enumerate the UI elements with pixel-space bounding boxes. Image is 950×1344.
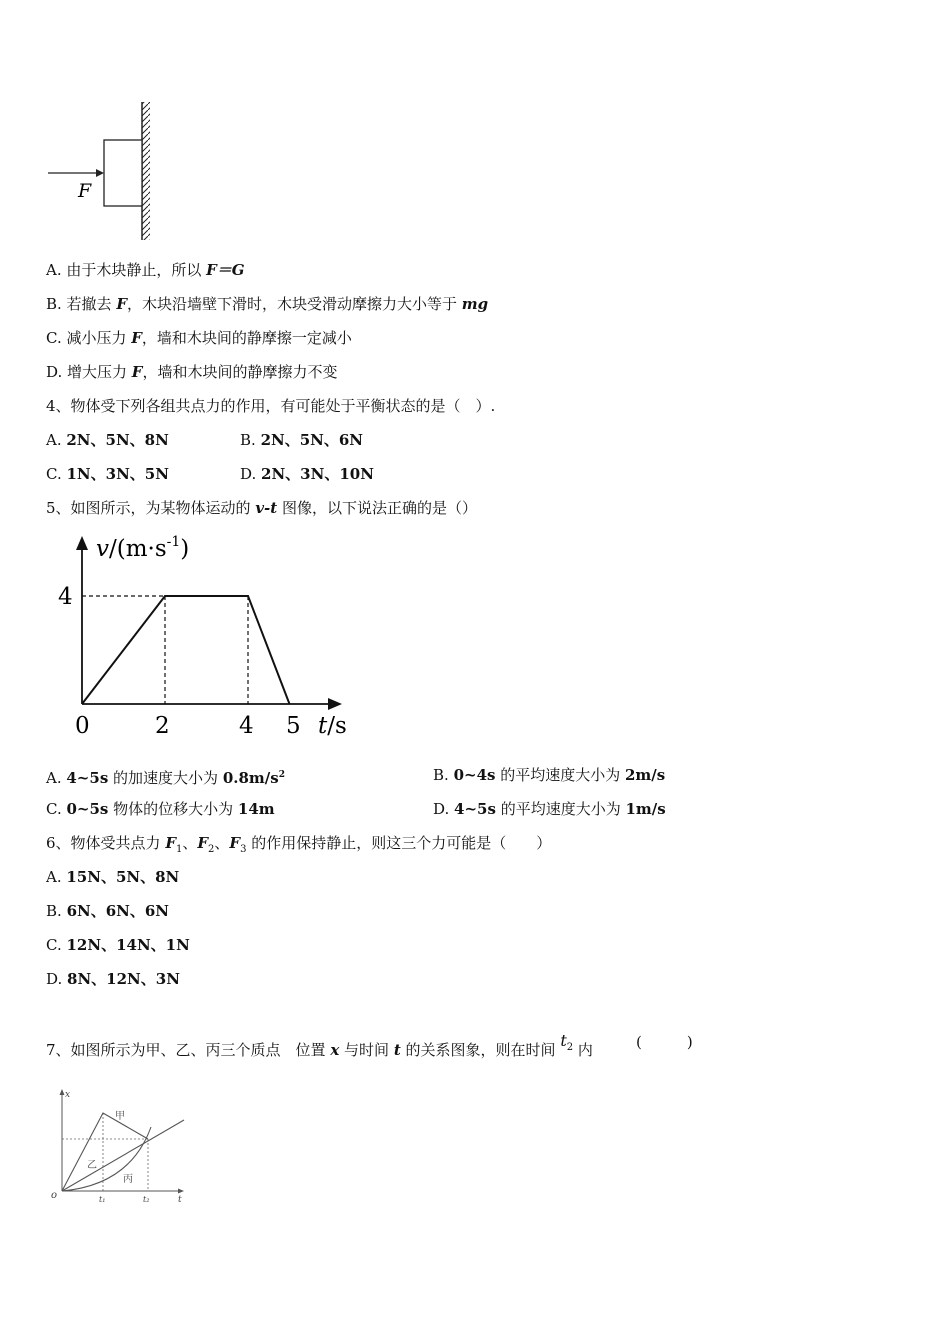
q5-c-val: 0~5s [66,800,109,818]
q6-stem [46,833,551,860]
xt-jia-label: 甲 [115,1111,125,1122]
vt-x-tick-2: 2 [155,713,170,739]
q6-sep-1: 、 [182,834,198,852]
q7-t2: t [560,1031,567,1050]
q5-stem-suffix: 图像，以下说法正确的是（） [277,499,477,517]
xt-origin: o [51,1190,58,1201]
vt-x-tick-0: 0 [75,713,90,739]
q7-var-t: t [393,1041,401,1059]
force-label: F [78,180,92,202]
q3-a-text: A. 由于木块静止，所以 [46,261,207,279]
vt-y-tick-4: 4 [58,584,73,610]
q5-option-c[interactable] [46,799,275,819]
q4-a-letter: A. [46,431,67,449]
q5-d-letter: D. [433,800,455,818]
q6-option-d[interactable] [46,969,180,989]
q3-option-c[interactable] [46,328,352,348]
q3-c-text: C. 减小压力 [46,329,132,347]
vt-x-tick-4: 4 [239,713,254,739]
xt-y-arrowhead [60,1089,65,1095]
q7-stem-c: 的关系图象，则在时间 [400,1041,561,1059]
q7-stem-b: 与时间 [339,1041,394,1059]
q4-option-d[interactable] [240,464,374,484]
q4-option-c[interactable] [46,464,169,484]
q5-option-b[interactable] [433,765,665,785]
q3-d-var: F [131,363,143,381]
q7-stem-d: 内 [573,1041,593,1059]
q4-c-letter: C. [46,465,67,483]
xt-chart [40,1085,190,1205]
q5-c-num: 14m [237,800,275,818]
q7-paren: ( ) [636,1033,693,1051]
vt-y-label-var: v [96,536,109,562]
vt-x-label [318,713,347,739]
q3-c-rest: ，墙和木块间的静摩擦一定减小 [141,329,352,347]
q6-b-val: 6N、6N、6N [66,902,170,920]
xt-y-axis-label: x [65,1090,71,1100]
q6-stem-prefix: 6、物体受共点力 [46,834,166,852]
q5-b-letter: B. [433,766,454,784]
vt-x-label-var: t [318,713,328,739]
q5-d-val: 4~5s [454,800,496,818]
q3-b-text: B. 若撤去 [46,295,117,313]
q4-b-val: 2N、5N、6N [260,431,364,449]
q5-c-rest: 物体的位移大小为 [108,800,238,818]
q5-b-val: 0~4s [453,766,496,784]
wooden-block [104,140,142,206]
q3-b-mid: ，木块沿墙壁下滑时，木块受滑动摩擦力大小等于 [126,295,462,313]
q4-stem: 4、物体受下列各组共点力的作用，有可能处于平衡状态的是（ ）. [46,397,496,415]
q6-c-val: 12N、14N、1N [66,936,190,954]
vt-y-label [96,534,189,562]
q5-a-letter: A. [46,769,67,787]
xt-x-arrowhead [178,1189,184,1194]
xt-bing-label: 丙 [123,1174,133,1185]
q6-f1-sub: 1 [175,844,183,855]
xt-t2-label: t₂ [143,1195,150,1204]
q5-b-rest: 的平均速度大小为 [495,766,625,784]
xt-yi-label: 乙 [87,1160,97,1171]
q6-d-val: 8N、12N、3N [67,970,180,988]
q7-t2-sub: 2 [566,1042,574,1053]
vt-x-arrowhead [328,698,342,710]
q6-a-letter: A. [46,868,67,886]
q6-f2: F [197,834,209,852]
q6-f2-sub: 2 [208,844,215,855]
q5-a-num: 0.8m/s [222,769,279,787]
q3-b-mg: mg [461,295,489,313]
q6-b-letter: B. [46,902,67,920]
force-arrowhead [96,169,104,177]
q5-option-a[interactable] [46,765,285,788]
q7-stem [46,1031,593,1067]
q3-option-b[interactable] [46,294,488,314]
q3-c-var: F [131,329,142,347]
q5-stem [46,498,477,518]
q3-option-d[interactable] [46,362,337,382]
vt-series-line [82,596,290,704]
q6-stem-suffix: 的作用保持静止，则这三个力可能是（ ） [246,834,552,852]
q5-d-rest: 的平均速度大小为 [495,800,626,818]
vt-y-label-close: ) [180,536,190,562]
q6-sep-2: 、 [214,834,230,852]
q6-d-letter: D. [46,970,68,988]
q5-option-d[interactable] [433,799,666,819]
vt-chart [40,530,370,745]
vt-x-label-unit: /s [327,713,347,739]
q7-var-x: x [330,1041,340,1059]
wall-block-figure [40,98,170,243]
q5-d-num: 1m/s [625,800,666,818]
q6-option-c[interactable] [46,935,190,955]
q4-d-letter: D. [240,465,262,483]
vt-y-label-sup: -1 [166,534,181,550]
q5-b-num: 2m/s [625,766,666,784]
wall-hatching [142,102,150,240]
vt-y-label-unit: /(m·s [109,536,167,562]
q6-f3: F [229,834,241,852]
q5-a-val: 4~5s [66,769,109,787]
q4-c-val: 1N、3N、5N [66,465,169,483]
q7-stem-a: 7、如图所示为甲、乙、丙三个质点 位置 [46,1041,331,1059]
q6-f3-sub: 3 [240,844,247,855]
q6-option-a[interactable] [46,867,179,887]
q3-d-text: D. 增大压力 [46,363,132,381]
q6-f1: F [165,834,176,852]
q3-a-math: F＝G [206,261,245,279]
vt-y-arrowhead [76,536,88,550]
q3-d-rest: ，墙和木块间的静摩擦力不变 [142,363,338,381]
q6-option-b[interactable] [46,901,169,921]
q5-c-letter: C. [46,800,67,818]
q4-option-b[interactable] [240,430,363,450]
q4-d-val: 2N、3N、10N [261,465,374,483]
q5-a-rest: 的加速度大小为 [108,769,223,787]
q6-a-val: 15N、5N、8N [66,868,180,886]
q4-a-val: 2N、5N、8N [66,431,169,449]
q4-b-letter: B. [240,431,261,449]
xt-bing-curve [62,1127,151,1191]
q5-a-sup: 2 [278,770,285,780]
q5-stem-var: v-t [255,499,278,517]
q4-option-a[interactable] [46,430,169,450]
q5-stem-prefix: 5、如图所示，为某物体运动的 [46,499,256,517]
vt-x-tick-5: 5 [286,713,301,739]
q3-option-a[interactable] [46,260,245,280]
q3-b-var: F [116,295,127,313]
xt-t1-label: t₁ [99,1195,106,1204]
q6-c-letter: C. [46,936,67,954]
xt-x-axis-label: t [178,1195,182,1205]
